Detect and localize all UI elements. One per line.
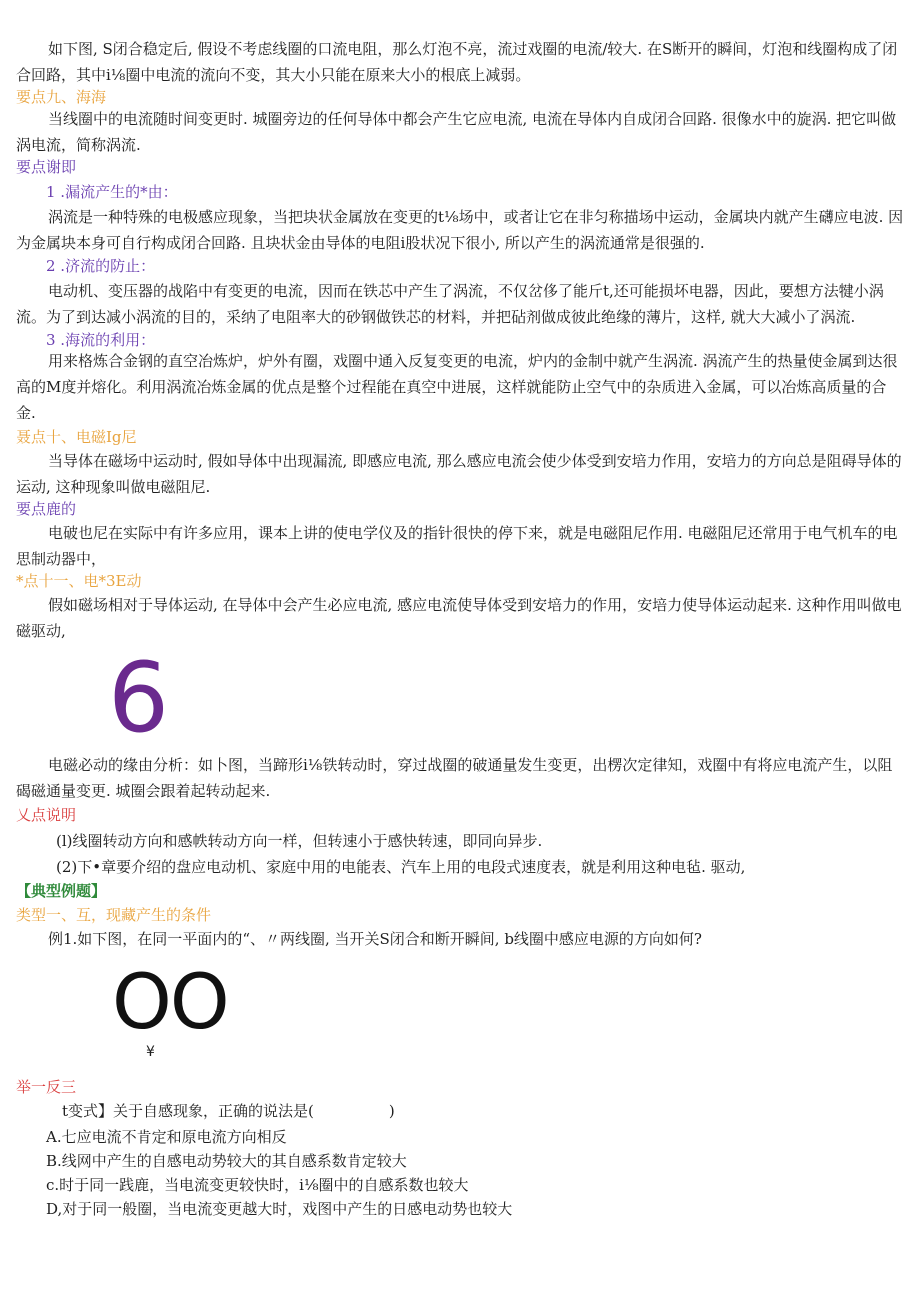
heading-note: 乂点说明 <box>16 806 77 824</box>
paragraph-eddy-prevention: 电动机、变压器的战陷中有变更的电流，因而在铁芯中产生了涡流，不仅岔侈了能斤t,还可能损坏电器，因此，要想方法犍小涡流。为了到达减小涡流的目的，采纳了电阻率大的砂钢做铁芯的材料，并把砧剂做成彼此绝缘的薄片，这样, 就大大减小了涡流. <box>16 282 884 326</box>
heading-point-10: 聂点十、电磁Ig尼 <box>16 428 137 446</box>
heading-point-9-explain: 要点谢即 <box>16 158 77 176</box>
subheading-eddy-cause: 1 .漏流产生的*由： <box>46 183 178 201</box>
paragraph-circuit-switch: 如下图, S闭合稳定后, 假设不考虑线圈的口流电阻，那么灯泡不亮，流过戏圈的电流/较大. 在S断开的瞬间，灯泡和线圈构成了闭合回路，其中i⅛圈中电流的流向不变，其大小只能在原来大小的根底上减弱。 <box>16 40 898 84</box>
subheading-eddy-use: 3 .海流的利用： <box>46 331 156 349</box>
paragraph-eddy-cause: 涡流是一种特殊的电极感应现象，当把块状金属放在变更的t⅛场中，或者让它在非匀称描场中运动，金属块内就产生礴应电波. 因为金属块本身可自行构成闭合回路. 且块状金由导体的电阻i股状况下很小, 所以产生的涡流通常是很强的. <box>16 208 904 252</box>
heading-practice: 举一反三 <box>16 1078 77 1096</box>
paragraph-eddy-definition: 当线圈中的电流随时间变更时. 城圈旁边的任何导体中都会产生它应电流, 电流在导体内自成闭合回路. 很像水中的旋涡. 把它叫做涡电流，简称涡流. <box>16 110 897 154</box>
question-stem: t变式】关于自感现象，正确的说法是( ) <box>62 1102 395 1120</box>
paragraph-em-damping: 当导体在磁场中运动时, 假如导体中出现漏流, 即感应电流, 那么感应电流会使少体受到安培力作用，安培力的方向总是阻碍导体的运动, 这种现象叫做电磁阻尼. <box>16 452 902 496</box>
paragraph-eddy-use: 用来格炼合金钢的直空冶炼炉，炉外有圈，戏圈中通入反复变更的电流，炉内的金制中就产生涡流. 涡流产生的热量使金属到达很高的M度并熔化。利用涡流冶炼金属的优点是整个过程能在真空中进展，这样就能防止空气中的杂质进入金属，可以冶炼高质量的合金. <box>16 352 898 422</box>
figure-label-yen: ¥ <box>146 1044 155 1060</box>
paragraph-drive-analysis: 电磁必动的缘由分析：如卜图，当蹄形i⅛铁转动时，穿过战圈的破通量发生变更，出楞次定律知，戏圈中有将应电流产生，以阻碣磁通量变更. 城圈会跟着起转动起来. <box>16 756 893 800</box>
figure-placeholder-six: 6 <box>108 642 170 754</box>
heading-point-10-explain: 要点鹿的 <box>16 500 77 518</box>
heading-point-9: 要点九、海海 <box>16 88 107 106</box>
note-item-1: (l)线圈转动方向和感帙转动方向一样，但转速小于感快转速，即同向异步. <box>56 832 543 850</box>
option-d: D,对于同一般圈，当电流变更越大时，戏图中产生的日感电动势也较大 <box>46 1200 513 1218</box>
heading-type-1: 类型一、互，现藏产生的条件 <box>16 906 212 924</box>
heading-examples: 【典型例题】 <box>16 882 107 900</box>
paragraph-em-drive: 假如磁场相对于导体运动, 在导体中会产生必应电流, 感应电流使导体受到安培力的作用，安培力使导体运动起来. 这种作用叫做电磁驱动, <box>16 596 902 640</box>
heading-point-11: *点十一、电*3E动 <box>16 572 142 590</box>
option-b: B.线网中产生的自感电动势较大的其自感系数肯定较大 <box>46 1152 407 1170</box>
figure-two-coils: OO <box>112 957 228 1046</box>
subheading-eddy-prevention: 2 .济流的防止： <box>46 257 156 275</box>
note-item-2: (2)下•章要介绍的盘应电动机、家庭中用的电能表、汽车上用的电段式速度表，就是利用这种电毡. 驱动, <box>56 858 746 876</box>
option-c: c.时于同一践鹿，当电流变更较快时，i⅛圈中的自感系数也较大 <box>46 1176 469 1194</box>
option-a: A.七应电流不肯定和原电流方向相反 <box>46 1128 287 1146</box>
paragraph-damping-application: 电破也尼在实际中有许多应用，课本上讲的使电学仪及的指针很快的停下来，就是电磁阻尼作用. 电磁阻尼还常用于电气机车的电思制动器中， <box>16 524 898 568</box>
paragraph-example-1: 例1.如下图，在同一平面内的“、〃两线圈, 当开关S闭合和断开瞬间, b线圈中感应电源的方向如何? <box>48 930 702 948</box>
